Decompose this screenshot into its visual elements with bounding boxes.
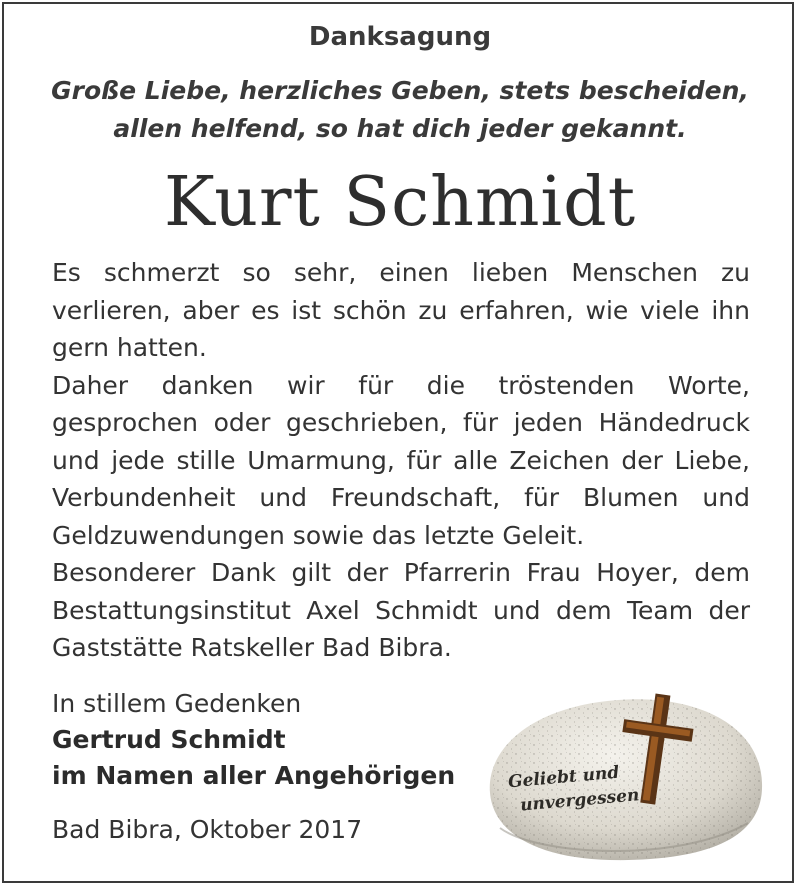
stone-inscription-line-1: Geliebt und bbox=[507, 762, 620, 793]
stone-inscription-line-2: unvergessen bbox=[519, 785, 641, 816]
signer-name: Gertrud Schmidt bbox=[52, 725, 286, 754]
motto-line-1: Große Liebe, herzliches Geben, stets bescheiden, bbox=[51, 76, 749, 105]
closing-intro: In stillem Gedenken bbox=[52, 689, 302, 718]
notice-heading: Danksagung bbox=[308, 22, 492, 52]
paragraph-grief: Es schmerzt so sehr, einen lieben Menschen zu verlieren, aber es ist schön zu erfahren, wie viele ihn gern hatten. bbox=[52, 258, 750, 362]
deceased-name: Kurt Schmidt bbox=[163, 163, 637, 242]
closing-block bbox=[52, 686, 472, 794]
motto bbox=[0, 72, 800, 148]
place-date: Bad Bibra, Oktober 2017 bbox=[52, 815, 363, 844]
memorial-stone-image bbox=[478, 688, 768, 868]
notice-body bbox=[52, 254, 750, 667]
signer-note: im Namen aller Angehörigen bbox=[52, 761, 456, 790]
paragraph-thanks: Daher danken wir für die tröstenden Worte, gesprochen oder geschrieben, für jeden Händedruck und jede stille Umarmung, für alle Zeichen der Liebe, Verbundenheit und Freundschaft, für Blumen und Geldzuwendungen sowie das letzte Geleit. bbox=[52, 370, 750, 550]
memorial-stone-svg bbox=[478, 688, 768, 868]
paragraph-special-thanks: Besonderer Dank gilt der Pfarrerin Frau Hoyer, dem Bestattungsinstitut Axel Schmidt und dem Team der Gaststätte Ratskeller Bad Bibra. bbox=[52, 558, 750, 662]
motto-line-2: allen helfend, so hat dich jeder gekannt. bbox=[113, 114, 687, 143]
